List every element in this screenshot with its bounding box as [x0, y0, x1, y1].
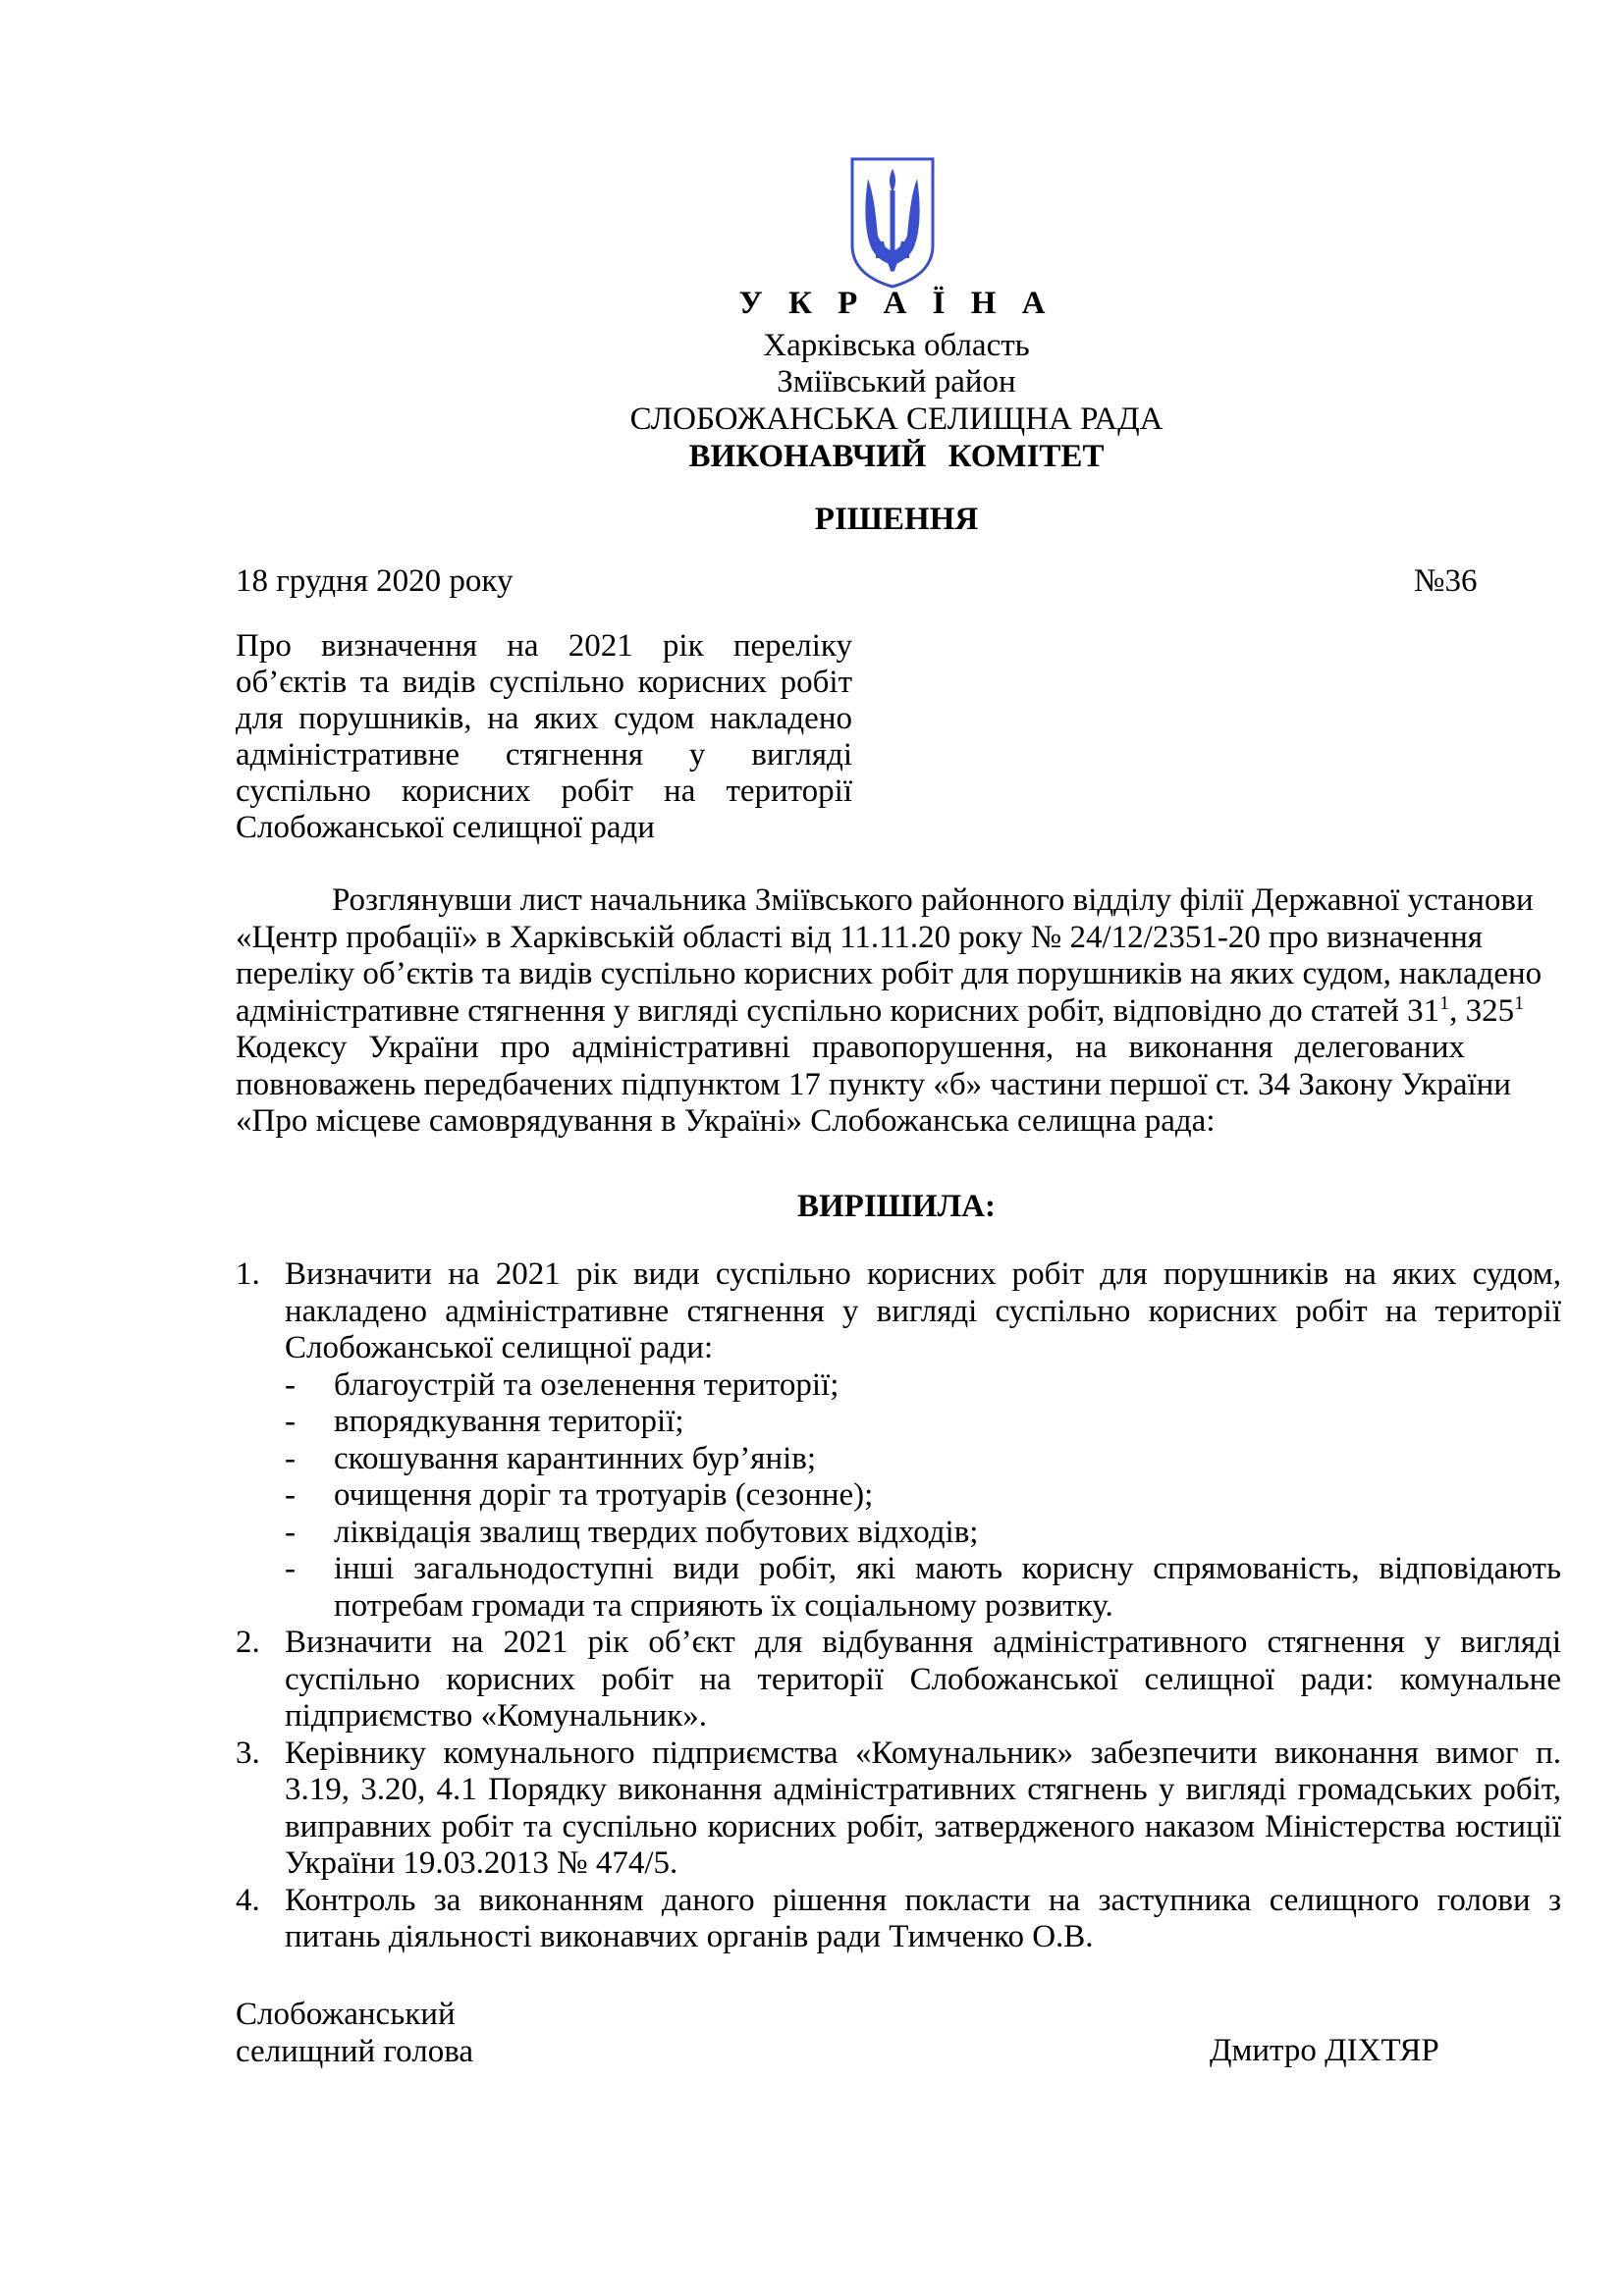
decision-title: РІШЕННЯ [814, 502, 979, 537]
item-line: Слобожанської селищної ради: [285, 1330, 714, 1365]
item-line: Визначити на 2021 рік об’єкт для відбування адміністративного стягнення у вигляді [285, 1625, 1561, 1660]
signatory-title [236, 1996, 473, 2070]
item-line: 3.19, 3.20, 4.1 Порядку виконання адміністративних стягнень у вигляді громадських робіт, [285, 1772, 1561, 1807]
bullet-text: потребам громади та сприяють їх соціальному розвитку. [334, 1587, 1113, 1624]
item-line: підприємство «Комунальник». [285, 1698, 707, 1734]
item-number: 4. [236, 1882, 260, 1918]
item-number: 3. [236, 1735, 260, 1771]
decision-item [236, 1883, 1561, 1956]
subject-line: об’єктів та видів суспільно корисних робіт [236, 665, 852, 700]
decision-items [236, 1256, 1561, 1956]
signatory-name: Дмитро ДІХТЯР [1210, 2033, 1439, 2068]
bullet-text: ліквідація звалищ твердих побутових відходів; [334, 1514, 979, 1550]
bullet-text: інші загальнодоступні види робіт, які мають корисну спрямованість, відповідають [334, 1551, 1561, 1586]
preamble-line: Розглянувши лист начальника Зміївського районного відділу філії Державної установи [332, 882, 1534, 918]
item-number: 1. [236, 1256, 260, 1292]
item-line: суспільно корисних робіт на території Слобожанської селищної ради: комунальне [285, 1661, 1561, 1697]
bullet-text: впорядкування території; [334, 1404, 684, 1439]
subject-line: Слобожанської селищної ради [236, 810, 655, 845]
subject-line: адміністративне стягнення у вигляді [236, 737, 852, 773]
item-line: питань діяльності виконавчих органів ради Тимченко О.В. [285, 1919, 1094, 1954]
bullet-item [285, 1404, 1561, 1441]
bullet-dash: - [285, 1366, 296, 1403]
subject-line: Про визначення на 2021 рік переліку [236, 628, 852, 664]
resolved-title: ВИРІШИЛА: [797, 1189, 996, 1224]
preamble-text: , 325 [1449, 992, 1515, 1029]
bullet-item [285, 1477, 1561, 1515]
signatory-title-line: селищний голова [236, 2034, 474, 2069]
preamble-line: переліку об’єктів та видів суспільно корисних робіт для порушників на яких судом, накладено [236, 956, 1543, 991]
decision-item [236, 1735, 1561, 1883]
bullet-dash: - [285, 1551, 296, 1586]
country-name: У К Р А Ї Н А [738, 286, 1055, 321]
preamble-text: адміністративне стягнення у вигляді суспільно корисних робіт, відповідно до статей 31 [236, 992, 1440, 1029]
preamble-line [236, 991, 1525, 1031]
oblast-name: Харківська область [763, 328, 1030, 363]
item-line: Керівнику комунального підприємства «Комунальник» забезпечити виконання вимог п. [285, 1735, 1561, 1771]
signatory-title-line: Слобожанський [236, 1997, 456, 2032]
decision-date: 18 грудня 2020 року [236, 563, 514, 599]
committee-name: ВИКОНАВЧИЙ КОМІТЕТ [688, 439, 1105, 474]
council-name: СЛОБОЖАНСЬКА СЕЛИЩНА РАДА [629, 401, 1164, 437]
preamble-line: «Про місцеве самоврядування в Україні» Слобожанська селищна рада: [236, 1103, 1216, 1139]
bullet-item [285, 1515, 1561, 1552]
bullet-dash: - [285, 1440, 296, 1476]
item-line: України 19.03.2013 № 474/5. [285, 1845, 678, 1881]
bullet-item [285, 1367, 1561, 1405]
bullet-item [285, 1441, 1561, 1478]
bullet-text: очищення доріг та тротуарів (сезонне); [334, 1477, 874, 1513]
decision-subject [236, 628, 852, 846]
raion-name: Зміївський район [777, 364, 1016, 400]
preamble-line: Кодексу України про адміністративні правопорушення, на виконання делегованих [236, 1030, 1465, 1065]
item-line: виправних робіт та суспільно корисних робіт, затвердженого наказом Міністерства юстиції [285, 1808, 1561, 1844]
superscript: 1 [1439, 991, 1450, 1014]
item-number: 2. [236, 1625, 260, 1660]
bullet-dash: - [285, 1514, 296, 1550]
preamble-line: повноважень передбачених підпунктом 17 пункту «б» частини першої ст. 34 Закону України [236, 1066, 1511, 1102]
subject-line: для порушників, на яких судом накладено [236, 701, 852, 736]
item-line: Визначити на 2021 рік види суспільно корисних робіт для порушників на яких судом, [285, 1256, 1561, 1292]
preamble [236, 882, 1543, 1141]
bullet-text: скошування карантинних бур’янів; [334, 1440, 817, 1476]
item-line: Контроль за виконанням даного рішення покласти на заступника селищного голови з [285, 1882, 1561, 1918]
bullet-item [285, 1551, 1561, 1625]
subject-line: суспільно корисних робіт на території [236, 774, 852, 809]
coat-of-arms-icon [846, 155, 939, 289]
bullet-dash: - [285, 1404, 296, 1439]
item-line: накладено адміністративне стягнення у вигляді суспільно корисних робіт на території [285, 1293, 1561, 1329]
preamble-line: «Центр пробації» в Харківській області від 11.11.20 року № 24/12/2351-20 про визначення [236, 919, 1483, 955]
bullet-dash: - [285, 1477, 296, 1513]
decision-item [236, 1256, 1561, 1367]
decision-item [236, 1625, 1561, 1735]
decision-number: №36 [1414, 563, 1478, 599]
bullet-text: благоустрій та озеленення території; [334, 1366, 839, 1403]
superscript: 1 [1514, 991, 1525, 1014]
